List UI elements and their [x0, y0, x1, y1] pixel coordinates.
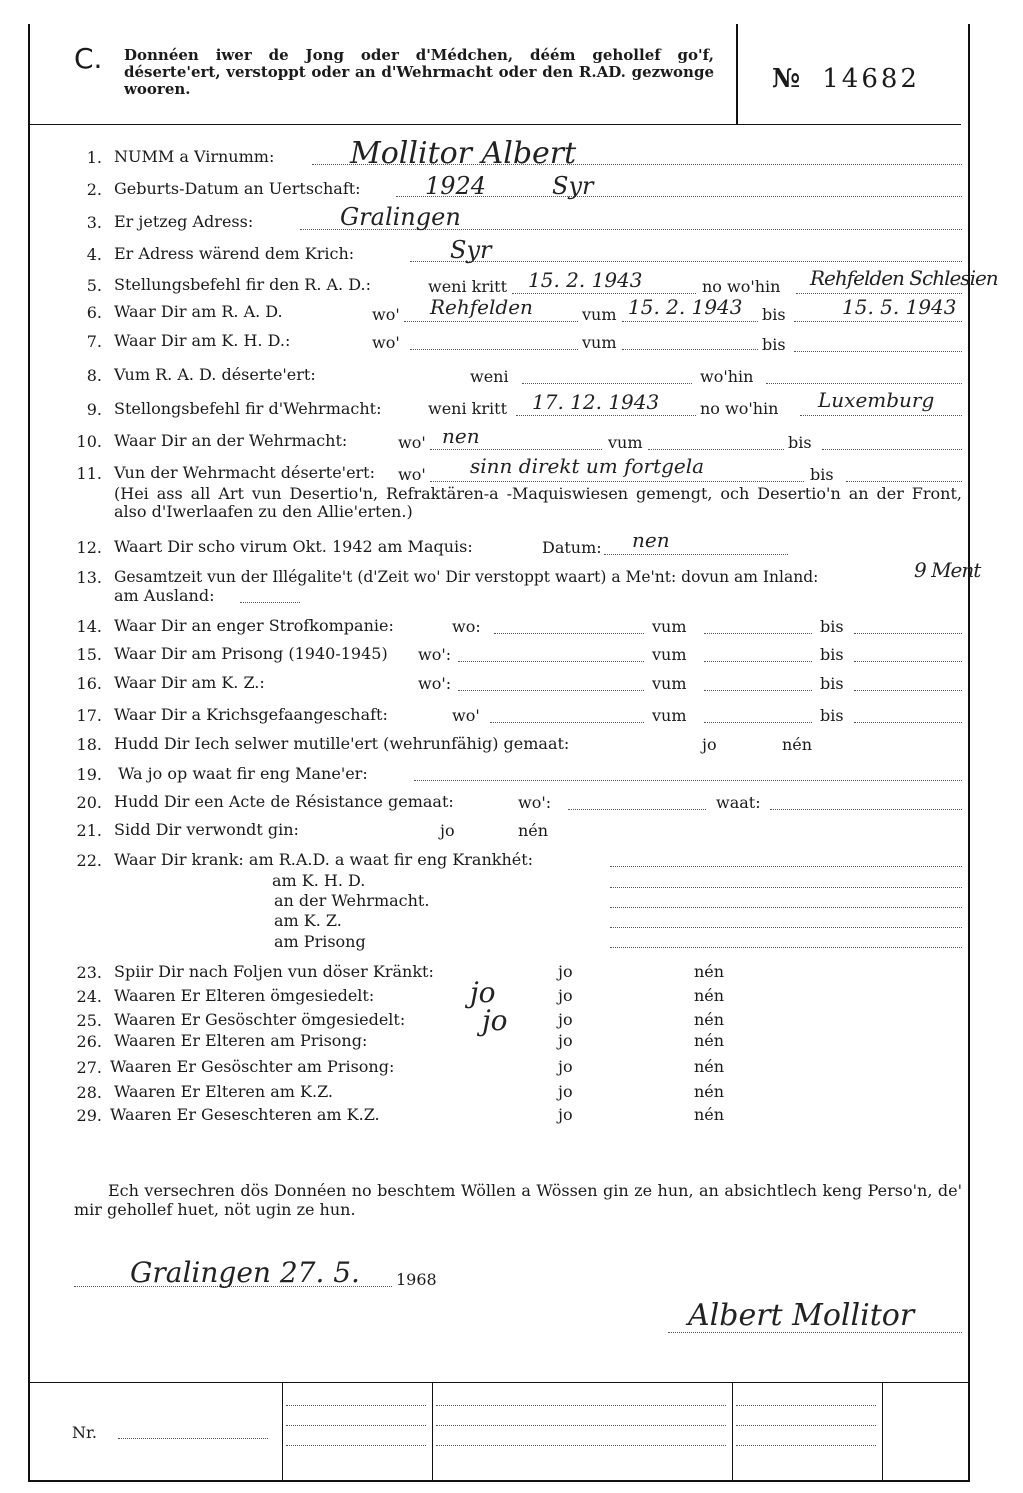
item-label: Wa jo op waat fir eng Mane'er:: [118, 764, 368, 783]
fill-line: [436, 1425, 726, 1426]
item-field-b: nén: [694, 986, 725, 1005]
item-field-c: bis: [762, 305, 786, 324]
fill-line: [490, 722, 644, 723]
fill-line: [622, 321, 758, 322]
hw-birth-year: 1924: [425, 172, 487, 200]
item-field-a: jo: [558, 1105, 573, 1124]
item-field-b: nén: [694, 1010, 725, 1029]
item-number: 22.: [76, 851, 102, 870]
section-letter: C.: [74, 42, 103, 75]
item-number: 1.: [86, 148, 102, 167]
item-label: Waar Dir am K. H. D.:: [114, 331, 291, 350]
item-number: 15.: [76, 645, 102, 664]
item-label: Waar Dir krank: am R.A.D. a waat fir eng Krankhét:: [114, 850, 534, 869]
item-note: (Hei ass all Art vun Desertio'n, Refraktären-a -Maquiswiesen gemengt, och Desertio'n an der Front, also d'Iwerlaafen zu den Allie'erten.): [114, 484, 962, 521]
footer-column: [282, 1382, 283, 1480]
fill-line: [286, 1425, 426, 1426]
item-number: 7.: [86, 332, 102, 351]
item-field-c: bis: [810, 465, 834, 484]
hw-sign-place-date: Gralingen 27. 5.: [130, 1256, 360, 1289]
fill-line: [794, 351, 962, 352]
fill-line: [458, 661, 644, 662]
item-sub: am K. Z.: [274, 911, 342, 930]
fill-line: [610, 927, 962, 928]
header-rule: [28, 124, 961, 125]
fill-line: [512, 293, 696, 294]
item-label: Stellungsbefehl fir den R. A. D.:: [114, 275, 371, 294]
declaration-text: Ech versechren dös Donnéen no beschtem Wöllen a Wössen gin ze hun, an absichtlech keng Perso'n, de' mir gehollef huet, nöt ugin ze hun.: [74, 1181, 962, 1219]
fill-line: [118, 1438, 268, 1439]
fill-line: [516, 415, 696, 416]
item-field-a: jo: [558, 962, 573, 981]
fill-line: [436, 1405, 726, 1406]
footer-column: [732, 1382, 733, 1480]
item-label: Waaren Er Geseschteren am K.Z.: [110, 1105, 380, 1124]
item-label: Waaren Er Elteren ömgesiedelt:: [114, 986, 375, 1005]
item-field-a: weni kritt: [428, 277, 507, 296]
fill-line: [522, 383, 692, 384]
item-label: Waar Dir am R. A. D.: [114, 302, 283, 321]
item-number: 10.: [76, 432, 102, 451]
fill-line: [822, 449, 962, 450]
fill-line: [796, 293, 962, 294]
hw-rad-order-date: 15. 2. 1943: [528, 268, 643, 292]
hw-wm-where: nen: [442, 424, 480, 448]
item-number: 27.: [76, 1058, 102, 1077]
item-field-a: wo': [452, 706, 480, 725]
item-number: 9.: [86, 400, 102, 419]
fill-line: [610, 907, 962, 908]
fill-line: [610, 887, 962, 888]
fill-line: [736, 1445, 876, 1446]
item-number: 4.: [86, 245, 102, 264]
hw-rad-place: Rehfelden: [430, 295, 533, 319]
footer-column: [882, 1382, 883, 1480]
item-label: Waaren Er Gesöschter am Prisong:: [110, 1057, 395, 1076]
item-label: Geburts-Datum an Uertschaft:: [114, 179, 361, 198]
fill-line: [704, 722, 812, 723]
fill-line: [286, 1445, 426, 1446]
item-number: 24.: [76, 987, 102, 1006]
item-label: Waar Dir an enger Strofkompanie:: [114, 616, 394, 635]
fill-line: [854, 633, 962, 634]
hw-jo-25: jo: [482, 1004, 508, 1037]
hw-jo-24: jo: [470, 976, 496, 1009]
item-sub: am K. H. D.: [272, 871, 366, 890]
header-separator: [736, 24, 738, 124]
item-field-b: no wo'hin: [702, 277, 781, 296]
item-field-c: bis: [820, 706, 844, 725]
item-label: Gesamtzeit vun der Illégalite't (d'Zeit wo' Dir verstoppt waart) a Me'nt: dovun am Inland:: [114, 568, 819, 586]
item-field-a: jo: [558, 986, 573, 1005]
item-number: 14.: [76, 617, 102, 636]
footer-rule: [28, 1382, 970, 1383]
fill-line: [648, 449, 784, 450]
item-label: Hudd Dir Iech selwer mutille'ert (wehrunfähig) gemaat:: [114, 734, 570, 753]
item-field-a: jo: [558, 1082, 573, 1101]
item-label: Waaren Er Gesöschter ömgesiedelt:: [114, 1010, 406, 1029]
item-number: 13.: [76, 568, 102, 587]
item-field-c: bis: [762, 335, 786, 354]
item-label: Sidd Dir verwondt gin:: [114, 820, 299, 839]
hw-rad-from: 15. 2. 1943: [628, 295, 743, 319]
item-label: Vun der Wehrmacht déserte'ert:: [114, 463, 375, 482]
item-field-c: bis: [820, 674, 844, 693]
hw-birth-place: Syr: [552, 172, 594, 200]
fill-line: [770, 809, 962, 810]
item-number: 29.: [76, 1106, 102, 1125]
fill-line: [568, 809, 706, 810]
item-field-a: wo': [372, 333, 400, 352]
item-label: Spiir Dir nach Foljen vun döser Kränkt:: [114, 962, 434, 981]
fill-line: [704, 633, 812, 634]
item-number: 21.: [76, 821, 102, 840]
item-number: 23.: [76, 963, 102, 982]
fill-line: [430, 449, 602, 450]
item-field-a: wo':: [518, 793, 552, 812]
item-number: 2.: [86, 180, 102, 199]
item-field-b: nén: [694, 1031, 725, 1050]
item-field-a: wo': [398, 433, 426, 452]
item-field-c: bis: [820, 617, 844, 636]
item-number: 18.: [76, 735, 102, 754]
item-field-b: waat:: [716, 793, 761, 812]
fill-line: [622, 349, 758, 350]
item-number: 3.: [86, 213, 102, 232]
hw-name: Mollitor Albert: [350, 136, 577, 171]
item-field-c: bis: [788, 433, 812, 452]
fill-line: [854, 661, 962, 662]
fill-line: [436, 1445, 726, 1446]
item-field-c: bis: [820, 645, 844, 664]
hw-inland-months: 9 Ment: [914, 558, 981, 582]
fill-line: [854, 722, 962, 723]
fill-line: [414, 780, 962, 781]
fill-line: [704, 661, 812, 662]
fill-line: [704, 690, 812, 691]
item-field-b: nén: [694, 1105, 725, 1124]
item-number: 25.: [76, 1011, 102, 1030]
fill-line: [404, 321, 578, 322]
item-number: 6.: [86, 303, 102, 322]
hw-wm-order-place: Luxemburg: [818, 388, 935, 412]
item-field-b: vum: [582, 333, 617, 352]
item-field-a: jo: [702, 735, 717, 754]
item-field-b: no wo'hin: [700, 399, 779, 418]
hw-rad-order-place: Rehfelden Schlesien: [810, 266, 998, 290]
fill-line: [736, 1405, 876, 1406]
item-label: NUMM a Virnumm:: [114, 147, 275, 166]
fill-line: [800, 415, 962, 416]
dossier-number: [772, 64, 920, 94]
item-field-b: nén: [694, 1057, 725, 1076]
item-field-b: vum: [652, 674, 687, 693]
item-field-b: wo'hin: [700, 367, 754, 386]
fill-line: [604, 554, 788, 555]
footer-column: [432, 1382, 433, 1480]
item-field-b: vum: [652, 617, 687, 636]
item-label: Waar Dir am Prisong (1940-1945): [114, 644, 388, 663]
item-label: Vum R. A. D. déserte'ert:: [114, 365, 316, 384]
item-field-a: wo':: [418, 674, 452, 693]
item-field-b: nén: [694, 1082, 725, 1101]
fill-line: [458, 690, 644, 691]
item-label: Stellongsbefehl fir d'Wehrmacht:: [114, 399, 382, 418]
item-number: 11.: [76, 464, 102, 483]
fill-line: [430, 481, 804, 482]
fill-line: [410, 349, 578, 350]
number-value: 14682: [822, 64, 920, 94]
item-label: Waar Dir an der Wehrmacht:: [114, 431, 348, 450]
hw-wm-order-date: 17. 12. 1943: [532, 390, 660, 414]
item-number: 12.: [76, 538, 102, 557]
number-symbol: №: [772, 64, 801, 94]
item-field-a: wo': [372, 305, 400, 324]
fill-line: [410, 261, 962, 262]
item-field-b: nén: [518, 821, 549, 840]
fill-line: [846, 481, 962, 482]
section-title: Donnéen iwer de Jong oder d'Médchen, déém gehollef go'f, déserte'ert, verstoppt oder an d'Wehrmacht oder den R.AD. gezwonge wooren.: [124, 46, 714, 98]
item-label: Waart Dir scho virum Okt. 1942 am Maquis:: [114, 537, 473, 556]
fill-line: [766, 383, 962, 384]
item-field-a: jo: [558, 1031, 573, 1050]
item-number: 8.: [86, 366, 102, 385]
fill-line: [610, 947, 962, 948]
item-number: 19.: [76, 765, 102, 784]
fill-line: [854, 690, 962, 691]
fill-line: [494, 633, 644, 634]
item-field-a: weni kritt: [428, 399, 507, 418]
item-field-a: wo:: [452, 617, 481, 636]
sign-year: 1968: [396, 1270, 437, 1289]
item-number: 16.: [76, 674, 102, 693]
footer-nr-label: Nr.: [72, 1423, 97, 1442]
hw-address: Gralingen: [340, 203, 461, 231]
item-sub: an der Wehrmacht.: [274, 891, 430, 910]
item-number: 20.: [76, 793, 102, 812]
item-line2: am Ausland:: [114, 586, 215, 605]
item-field-b: vum: [652, 706, 687, 725]
fill-line: [736, 1425, 876, 1426]
item-label: Er Adress wärend dem Krich:: [114, 244, 355, 263]
hw-war-address: Syr: [450, 236, 492, 264]
item-field-a: jo: [440, 821, 455, 840]
item-label: Er jetzeg Adress:: [114, 212, 254, 231]
hw-maquis-date: nen: [632, 528, 670, 552]
item-field-a: jo: [558, 1010, 573, 1029]
item-field-b: vum: [608, 433, 643, 452]
item-field-b: nén: [694, 962, 725, 981]
item-field-b: nén: [782, 735, 813, 754]
hw-signature: Albert Mollitor: [688, 1298, 915, 1333]
item-field-b: vum: [582, 305, 617, 324]
fill-line: [794, 321, 962, 322]
item-field-a: wo': [398, 465, 426, 484]
fill-line: [610, 866, 962, 867]
item-number: 17.: [76, 706, 102, 725]
item-field-a: jo: [558, 1057, 573, 1076]
item-number: 28.: [76, 1083, 102, 1102]
item-field-a: Datum:: [542, 538, 602, 557]
fill-line: [240, 602, 300, 603]
item-field-b: vum: [652, 645, 687, 664]
item-number: 26.: [76, 1032, 102, 1051]
hw-desert-where: sinn direkt um fortgela: [470, 454, 705, 478]
item-number: 5.: [86, 276, 102, 295]
item-sub: am Prisong: [274, 932, 366, 951]
item-label: Waaren Er Elteren am K.Z.: [114, 1082, 334, 1101]
item-label: Waar Dir am K. Z.:: [114, 673, 265, 692]
item-label: Hudd Dir een Acte de Résistance gemaat:: [114, 792, 454, 811]
hw-rad-to: 15. 5. 1943: [842, 295, 957, 319]
fill-line: [286, 1405, 426, 1406]
item-label: Waaren Er Elteren am Prisong:: [114, 1031, 368, 1050]
item-label: Waar Dir a Krichsgefaangeschaft:: [114, 705, 388, 724]
item-field-a: weni: [470, 367, 509, 386]
item-field-a: wo':: [418, 645, 452, 664]
